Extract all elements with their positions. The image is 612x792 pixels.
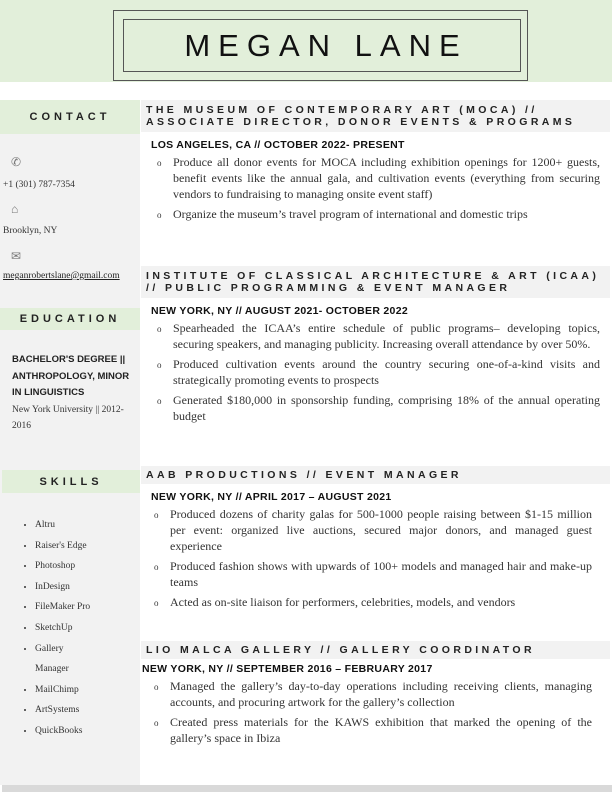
job-bullet: o Managed the gallery’s day-to-day operations including receiving clients, managing accounts, and procuring artwork for the gallery’s collection [170,678,592,710]
skill-item: • FileMaker Pro [35,597,90,618]
school: New York University || 2012-2016 [12,404,124,431]
phone-number: +1 (301) 787-7354 [3,180,75,190]
job-location-dates: NEW YORK, NY // APRIL 2017 – AUGUST 2021 [151,491,392,503]
home-icon: ⌂ [11,202,19,216]
skills-heading: SKILLS [2,470,140,493]
job-bullets [141,678,610,746]
job-title: INSTITUTE OF CLASSICAL ARCHITECTURE & ART (ICAA) // PUBLIC PROGRAMMING & EVENT MANAGER [141,266,610,298]
job-bullet: o Acted as on-site liaison for performers, celebrities, models, and vendors [170,594,592,610]
job-title: THE MUSEUM OF CONTEMPORARY ART (MOCA) // ASSOCIATE DIRECTOR, DONOR EVENTS & PROGRAMS [141,100,610,132]
job-bullet: o Produced cultivation events around the country securing one-of-a-kind visits and strategically promoting events to prospects [173,356,600,388]
job-bullets [141,506,610,610]
location: Brooklyn, NY [3,226,58,236]
candidate-name: MEGAN LANE [184,27,468,63]
job-entry [141,466,610,614]
skill-item: • Altru [35,515,90,536]
name-frame [123,19,521,72]
contact-heading: CONTACT [0,100,140,134]
job-entry [141,100,610,226]
education-entry [12,352,137,435]
job-bullet: o Spearheaded the ICAA’s entire schedule of public programs– developing topics, securing speakers, and managing publicity. Increasing overall attendance by over 50%. [173,320,600,352]
job-bullet: o Organize the museum’s travel program of international and domestic trips [173,206,600,222]
job-location-dates: NEW YORK, NY // AUGUST 2021- OCTOBER 2022 [151,305,408,317]
job-location-dates: NEW YORK, NY // SEPTEMBER 2016 – FEBRUARY 2017 [142,663,433,675]
skill-item: • SketchUp [35,618,90,639]
education-heading: EDUCATION [0,308,140,330]
job-bullet: o Produced dozens of charity galas for 500-1000 people raising between $1-15 million per event: organized live auctions, secured major donors, and managed guest experience [170,506,592,554]
skill-item: • ArtSystems [35,700,90,721]
job-title: AAB PRODUCTIONS // EVENT MANAGER [141,466,610,484]
skill-item: • Photoshop [35,556,90,577]
phone-icon: ✆ [11,155,22,169]
skill-item: • Gallery Manager [35,639,80,680]
job-bullets [141,320,610,424]
job-bullet: o Produce all donor events for MOCA including exhibition openings for 1200+ guests, benefit events like the annual gala, and cultivation events (everything from securing vendors to fundraising to managing onsite event staff) [173,154,600,202]
email-link[interactable]: meganrobertslane@gmail.com [3,271,120,281]
envelope-icon: ✉ [11,249,22,263]
skill-item: • Raiser's Edge [35,536,90,557]
skill-item: • QuickBooks [35,721,90,742]
job-bullet: o Generated $180,000 in sponsorship funding, comprising 18% of the annual operating budget [173,392,600,424]
degree: BACHELOR'S DEGREE || ANTHROPOLOGY, MINOR IN LINGUISTICS [12,354,130,398]
job-location-dates: LOS ANGELES, CA // OCTOBER 2022- PRESENT [151,139,405,151]
skill-item: • MailChimp [35,680,90,701]
job-bullets [141,154,610,222]
job-entry [141,641,610,750]
job-bullet: o Produced fashion shows with upwards of 100+ models and managed hair and make-up teams [170,558,592,590]
skills-list [0,515,90,742]
job-entry [141,266,610,428]
footer-band [2,785,612,792]
skill-item: • InDesign [35,577,90,598]
job-title: LIO MALCA GALLERY // GALLERY COORDINATOR [141,641,610,659]
job-bullet: o Created press materials for the KAWS exhibition that marked the opening of the gallery’s space in Ibiza [170,714,592,746]
